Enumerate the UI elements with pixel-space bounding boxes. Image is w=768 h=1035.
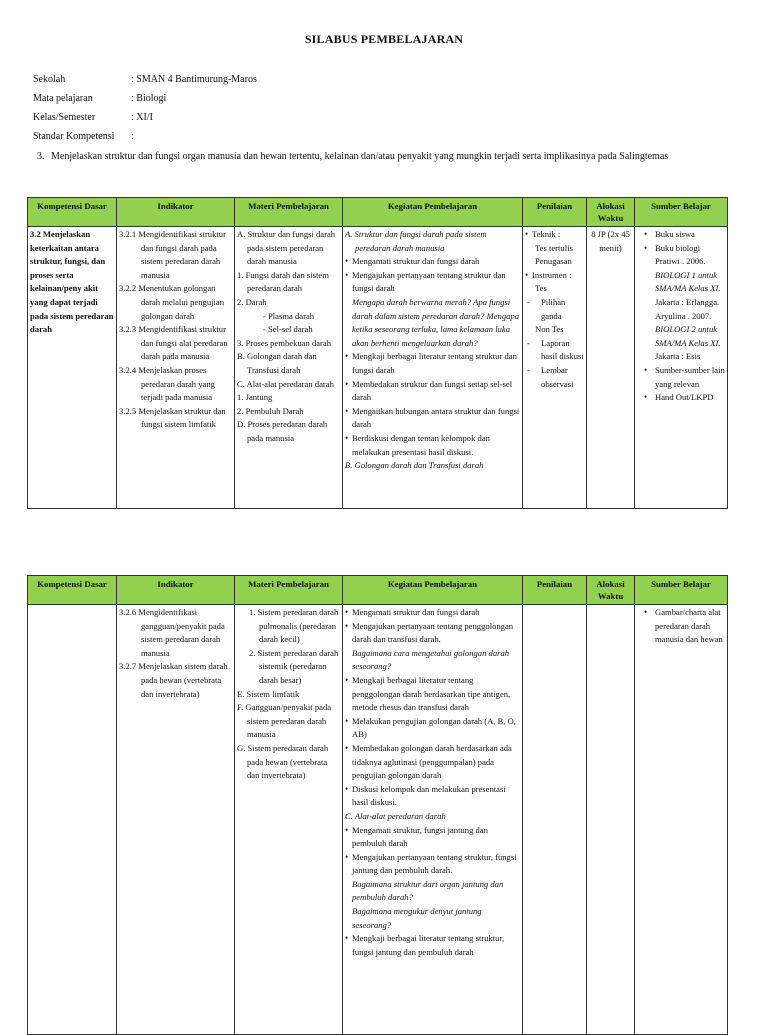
materi-subitem: 1. Fungsi darah dan sistem peredaran darah — [237, 269, 329, 294]
indikator-text: Menjelaskan struktur dan fungsi sistem limfatik — [138, 405, 226, 430]
materi-subitem: - Sel-sel darah — [263, 324, 313, 335]
indikator-text: Mengidentifikasi struktur dan fungsi alat peredaran darah pada manusia — [138, 324, 228, 362]
header-materi: Materi Pembelajaran — [235, 198, 343, 227]
meta-key: Kelas/Semester — [33, 112, 96, 123]
indikator-number: 3.2.7 — [119, 661, 137, 672]
header-indikator: Indikator — [117, 576, 235, 605]
sumber-text: Jakarta : Esis — [655, 351, 701, 362]
indikator-text: Menjelaskan sistem darah pada hewan (vertebrata dan invertebrata) — [138, 661, 228, 699]
penilaian-subitem: - Pilihan ganda — [527, 296, 566, 321]
kegiatan-item: • Mengajukan pertanyaan tentang penggolongan darah dan transfusi darah. — [352, 620, 520, 647]
kegiatan-heading: B. Golongan darah dan Transfusi darah — [345, 460, 484, 471]
meta-key: Sekolah — [33, 74, 66, 85]
header-penilaian: Penilaian — [523, 198, 587, 227]
meta-value: : — [131, 131, 134, 142]
sumber-item: • Buku siswa — [644, 228, 725, 242]
penilaian-item: • Instrumen : — [532, 269, 584, 283]
indikator-item — [119, 405, 232, 432]
sumber-item: • Hand Out/LKPD — [644, 391, 725, 405]
indikator-number: 3.2.5 — [119, 405, 137, 416]
indikator-cell — [117, 605, 235, 1035]
materi-item: B. Golongan darah dan Transfusi darah — [237, 351, 317, 375]
penilaian-cell — [523, 227, 587, 509]
kegiatan-item: • Mengamati struktur, fungsi jantung dan pembuluh darah — [352, 824, 520, 851]
kegiatan-cell — [343, 227, 523, 509]
meta-key: Standar Kompetensi — [33, 131, 115, 142]
meta-value: : SMAN 4 Bantimurung-Maros — [131, 74, 257, 85]
indikator-item — [119, 282, 232, 323]
syllabus-table-1 — [27, 197, 728, 509]
indikator-item — [119, 228, 232, 282]
header-indikator: Indikator — [117, 198, 235, 227]
kegiatan-item: • Mengkaji berbagai literatur tentang struktur dan fungsi darah — [352, 350, 520, 377]
materi-item: G. Sistem peredaran darah pada hewan (vertebrata dan invertebrata) — [237, 742, 329, 781]
kegiatan-question: Bagaimana struktur dari organ jantung dan pembuluh darah? — [352, 878, 504, 903]
kegiatan-question: Bagaimana cara mengetahui golongan darah seseorang? — [352, 647, 510, 672]
penilaian-subitem-text: Laporan hasil diskusi — [541, 337, 584, 362]
indikator-number: 3.2.3 — [119, 324, 137, 335]
indikator-item — [119, 323, 232, 364]
kegiatan-cell — [343, 605, 523, 1035]
materi-item: D. Proses peredaran darah pada manusia — [237, 419, 328, 443]
page-title: SILABUS PEMBELAJARAN — [304, 32, 464, 46]
kegiatan-question: Mengapa darah berwarna merah? Apa fungsi darah dalam sistem peredaran darah? Mengapa ketika seseorang terluka, lama kelamaan luka akan berhenti mengeluarkan darah? — [352, 296, 520, 348]
penilaian-cell — [523, 605, 587, 1035]
meta-value: : Biologi — [131, 93, 167, 104]
kd-cell — [28, 227, 117, 509]
penilaian-subitem: - Laporan hasil diskusi — [527, 337, 584, 362]
materi-subitem: 1. Sistem peredaran darah pulmonalis (peredaran darah kecil) — [249, 607, 339, 645]
sumber-text: Jakarta : Erlangga. Aryulina . 2007. — [655, 296, 720, 321]
kegiatan-item: • Mengamati struktur dan fungsi darah — [352, 255, 520, 269]
sumber-text: BIOLOGI 2 untuk SMA/MA Kelas XI. — [655, 324, 721, 348]
materi-subitem: 2. Pembuluh Darah — [237, 405, 304, 416]
penilaian-subitem-text: Pilihan ganda — [541, 296, 566, 321]
indikator-number: 3.2.2 — [119, 283, 137, 294]
kegiatan-item: • Mengkaji berbagai literatur tentang struktur, fungsi jantung dan pembuluh darah — [352, 932, 520, 959]
sumber-cell — [635, 227, 728, 509]
materi-subitem: 2. Sistem peredaran darah sistemik (peredaran darah besar) — [249, 647, 339, 685]
indikator-cell — [117, 227, 235, 509]
kegiatan-heading: C. Alat-alat peredaran darah — [345, 810, 446, 821]
indikator-text: Menjelaskan proses peredaran darah yang terjadi pada manusia — [138, 364, 215, 403]
indikator-text: Mengidentifikasi gangguan/penyakit pada sistem peredaran darah manusia — [138, 607, 225, 658]
indikator-item — [119, 364, 232, 405]
kegiatan-heading: A. Struktur dan fungsi darah pada sistem peredaran darah manusia — [345, 229, 487, 253]
header-sumber-belajar: Sumber Belajar — [635, 576, 728, 605]
materi-subitem: 3. Proses pembekuan darah — [237, 337, 332, 348]
meta-row-sk — [33, 131, 134, 142]
indikator-item — [119, 660, 232, 701]
penilaian-item: • Teknik : — [532, 228, 584, 242]
header-materi: Materi Pembelajaran — [235, 576, 343, 605]
header-alokasi-waktu: Alokasi Waktu — [587, 198, 635, 227]
table-row — [28, 605, 728, 1035]
indikator-item — [119, 606, 232, 660]
penilaian-subitem: - Lembar observasi — [527, 364, 574, 389]
materi-item: C. Alat-alat peredaran darah — [237, 378, 334, 389]
materi-item: E. Sistem limfatik — [237, 688, 300, 699]
penilaian-subitem-text: Lembar observasi — [541, 364, 574, 389]
table-header-row — [28, 576, 728, 605]
table-header-row — [28, 198, 728, 227]
sumber-text: BIOLOGI 1 untuk SMA/MA Kelas XI. — [655, 269, 721, 294]
indikator-text: Menentukan golongan darah melalui pengujian golongan darah — [138, 283, 225, 321]
syllabus-table-2 — [27, 575, 728, 1035]
kegiatan-item: • Mengajukan pertanyaan tentang struktur, fungsi jantung dan pembuluh darah. — [352, 851, 520, 878]
meta-value: : XI/I — [131, 112, 153, 123]
sk-number: 3. — [37, 151, 45, 162]
materi-subitem: - Plasma darah — [263, 310, 315, 321]
indikator-number: 3.2.6 — [119, 607, 137, 617]
indikator-number: 3.2.4 — [119, 364, 137, 375]
kd-text: 3.2 Menjelaskan keterkaitan antara struktur, fungsi, dan proses serta kelainan/peny akit yang dapat terjadi pada sistem peredaran darah — [30, 229, 114, 335]
penilaian-text: Tes tertulis Penugasan — [535, 242, 573, 267]
sumber-item: • Gambar/charta alat peredaran darah manusia dan hewan — [644, 606, 725, 647]
indikator-text: Mengidentifikasi struktur dan fungsi darah pada sistem peredaran darah manusia — [138, 229, 226, 280]
indikator-number: 3.2.1 — [119, 229, 137, 239]
alokasi-text: 8 JP (2x 45 menit) — [591, 229, 630, 253]
alokasi-cell — [587, 227, 635, 509]
kegiatan-item: • Mengajukan pertanyaan tentang struktur dan fungsi darah — [352, 269, 520, 296]
meta-row-sekolah — [33, 74, 257, 85]
header-kompetensi-dasar: Kompetensi Dasar — [28, 198, 117, 227]
kegiatan-item: • Membedakan golongan darah berdasarkan ada tidaknya aglutinasi (penggumpalan) pada pengujian golongan darah — [352, 742, 520, 783]
kegiatan-item: • Melakukan pengujian golongan darah (A, B, O, AB) — [352, 715, 520, 742]
kd-cell — [28, 605, 117, 1035]
kegiatan-item: • Berdiskusi dengan teman kelompok dan melakukan presentasi hasil diskusi. — [352, 432, 520, 459]
meta-key: Mata pelajaran — [33, 93, 93, 104]
materi-subitem: 1. Jantung — [237, 392, 273, 403]
sumber-item: • Sumber-sumber lain yang relevan — [644, 364, 725, 391]
kegiatan-item: • Diskusi kelompok dan melakukan presentasi hasil diskusi. — [352, 783, 520, 810]
sumber-text: Buku biologi Pratiwi . 2006. — [655, 242, 706, 267]
standar-kompetensi — [37, 150, 697, 164]
penilaian-text: Non Tes — [535, 324, 564, 335]
header-sumber-belajar: Sumber Belajar — [635, 198, 728, 227]
kegiatan-question: Bagaimana mengukur denyut jantung seseorang? — [352, 906, 482, 930]
meta-row-mapel — [33, 93, 166, 104]
header-kegiatan: Kegiatan Pembelajaran — [343, 576, 523, 605]
alokasi-cell — [587, 605, 635, 1035]
sumber-item — [644, 242, 725, 364]
header-penilaian: Penilaian — [523, 576, 587, 605]
materi-subitem: 2. Darah — [237, 296, 267, 307]
sk-text: Menjelaskan struktur dan fungsi organ manusia dan hewan tertentu, kelainan dan/atau penyakit yang mungkin terjadi serta implikasinya pada Salingtemas — [51, 151, 669, 162]
kegiatan-item: • Mengamati struktur dan fungsi darah — [352, 606, 520, 620]
header-kompetensi-dasar: Kompetensi Dasar — [28, 576, 117, 605]
sumber-cell — [635, 605, 728, 1035]
header-kegiatan: Kegiatan Pembelajaran — [343, 198, 523, 227]
kegiatan-item: • Membedakan struktur dan fungsi setiap sel-sel darah — [352, 378, 520, 405]
materi-cell — [235, 227, 343, 509]
header-alokasi-waktu: Alokasi Waktu — [587, 576, 635, 605]
kegiatan-item: • Mengaitkan hubungan antara struktur dan fungsi darah — [352, 405, 520, 432]
materi-cell — [235, 605, 343, 1035]
penilaian-text: Tes — [535, 283, 547, 294]
table-row — [28, 227, 728, 509]
materi-item: A. Struktur dan fungsi darah pada sistem peredaran darah manusia — [237, 229, 336, 267]
materi-item: F. Gangguan/penyakit pada sistem peredaran darah manusia — [237, 702, 332, 740]
kegiatan-item: • Mengkaji berbagai literatur tentang penggolongan darah berdasarkan tipe antigen, metode rhesus dan transfusi darah — [352, 674, 520, 715]
meta-row-kelas — [33, 112, 153, 123]
